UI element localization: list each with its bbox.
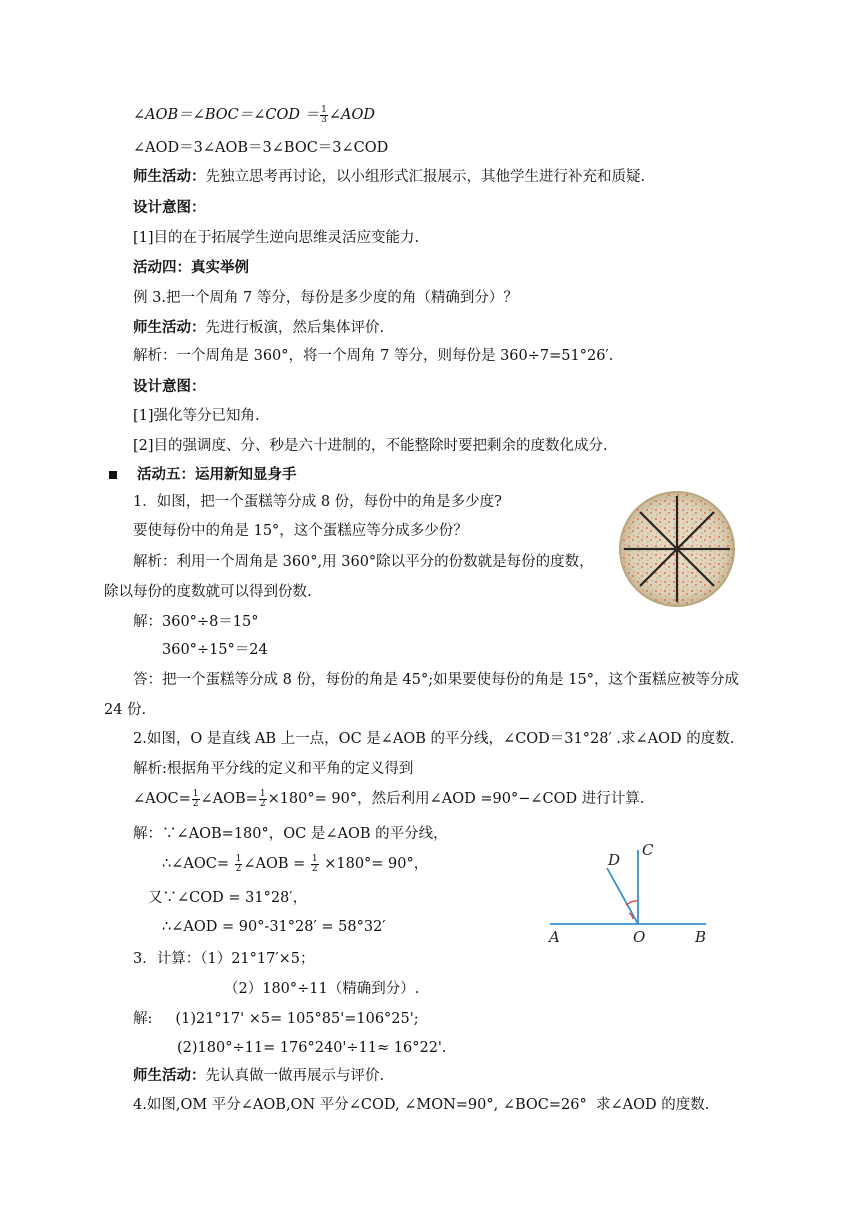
angle-arc-top xyxy=(626,901,638,905)
analysis-text: 解析:根据角平分线的定义和平角的定义得到 xyxy=(133,761,414,777)
solution-line: 解：∵∠AOB=180°，OC 是∠AOB 的平分线， xyxy=(133,826,448,842)
analysis-text: 除以每份的度数就可以得到份数. xyxy=(104,584,312,600)
activity-five-heading: 活动五：运用新知显身手 xyxy=(109,465,297,485)
problem-3: 3．计算：（1）21°17′×5； xyxy=(133,951,315,967)
problem-1: 1．如图，把一个蛋糕等分成 8 份，每份中的角是多少度? xyxy=(133,494,502,510)
square-bullet-icon xyxy=(109,471,117,479)
solution-line: 解: (1)21°17' ×5= 105°85'=106°25'; xyxy=(133,1011,419,1027)
teacher-student-activity: 师生活动：先认真做一做再展示与评价. xyxy=(133,1068,385,1084)
fraction-one-half: $\frac{1}{2}$ xyxy=(192,788,199,809)
solution-line: ∴∠AOC= $\frac{1}{2}$ ∠AOB = $\frac{1}{2}$ ×180°= 90°， xyxy=(162,853,429,874)
label-c: C xyxy=(642,841,654,859)
fraction-one-half: $\frac{1}{2}$ xyxy=(311,853,318,874)
label-o: O xyxy=(633,928,646,946)
analysis-text: 解析：利用一个周角是 360°,用 360°除以平分的份数就是每份的度数， xyxy=(133,554,594,570)
problem-3-part-2: （2）180°÷11（精确到分）. xyxy=(224,981,420,997)
design-intent-item: [1]目的在于拓展学生逆向思维灵活应变能力. xyxy=(133,230,420,246)
label-b: B xyxy=(695,928,707,946)
fraction-one-third: $\frac{1}{3}$ xyxy=(321,104,327,125)
teacher-student-activity: 师生活动：先进行板演，然后集体评价. xyxy=(133,320,385,336)
label-a: A xyxy=(549,928,560,946)
design-intent-item: [2]目的强调度、分、秒是六十进制的，不能整除时要把剩余的度数化成分. xyxy=(133,438,608,454)
problem-2: 2.如图，O 是直线 AB 上一点，OC 是∠AOB 的平分线，∠COD＝31°28′ .求∠AOD 的度数. xyxy=(133,731,735,747)
solution-line: (2)180°÷11= 176°240'÷11≈ 16°22'. xyxy=(177,1040,447,1056)
analysis-formula: ∠AOC= $\frac{1}{2}$ ∠AOB= $\frac{1}{2}$ ×180°= 90°，然后利用∠AOD =90°−∠COD 进行计算. xyxy=(133,788,645,809)
angle-figure xyxy=(540,838,720,948)
solution-line: ∴∠AOD = 90°-31°28′ = 58°32′ xyxy=(162,919,386,935)
equation-line-1: ∠AOB＝∠BOC＝∠COD ＝ $\frac{1}{3}$ ∠AOD xyxy=(133,104,375,125)
solution-line: 360°÷15°＝24 xyxy=(162,642,268,658)
analysis-text: 解析：一个周角是 360°，将一个周角 7 等分，则每份是 360÷7=51°26′. xyxy=(133,348,614,364)
label-d: D xyxy=(608,851,621,869)
problem-4: 4.如图,OM 平分∠AOB,ON 平分∠COD, ∠MON=90°, ∠BOC=26° 求∠AOD 的度数. xyxy=(133,1097,710,1113)
cake-image xyxy=(618,490,736,608)
problem-1-question: 要使每份中的角是 15°，这个蛋糕应等分成多少份？ xyxy=(133,523,468,539)
design-intent-heading: 设计意图： xyxy=(133,200,206,216)
solution-line: 解：360°÷8＝15° xyxy=(133,614,259,630)
fraction-one-half: $\frac{1}{2}$ xyxy=(235,853,242,874)
ray-od xyxy=(607,868,638,924)
fraction-one-half: $\frac{1}{2}$ xyxy=(259,788,266,809)
teacher-student-activity: 师生活动：先独立思考再讨论，以小组形式汇报展示，其他学生进行补充和质疑. xyxy=(133,169,646,185)
design-intent-item: [1]强化等分已知角. xyxy=(133,408,260,424)
answer-line: 答：把一个蛋糕等分成 8 份，每份的角是 45°;如果要使每份的角是 15°，这个蛋糕应被等分成 xyxy=(133,672,739,688)
equation-line-2: ∠AOD＝3∠AOB＝3∠BOC＝3∠COD xyxy=(133,140,389,156)
example-3: 例 3.把一个周角 7 等分，每份是多少度的角（精确到分）？ xyxy=(133,290,518,306)
design-intent-heading: 设计意图： xyxy=(133,379,206,395)
solution-line: 又∵∠COD = 31°28′， xyxy=(148,890,308,906)
answer-line: 24 份. xyxy=(104,702,147,718)
activity-four-heading: 活动四：真实举例 xyxy=(133,260,249,276)
